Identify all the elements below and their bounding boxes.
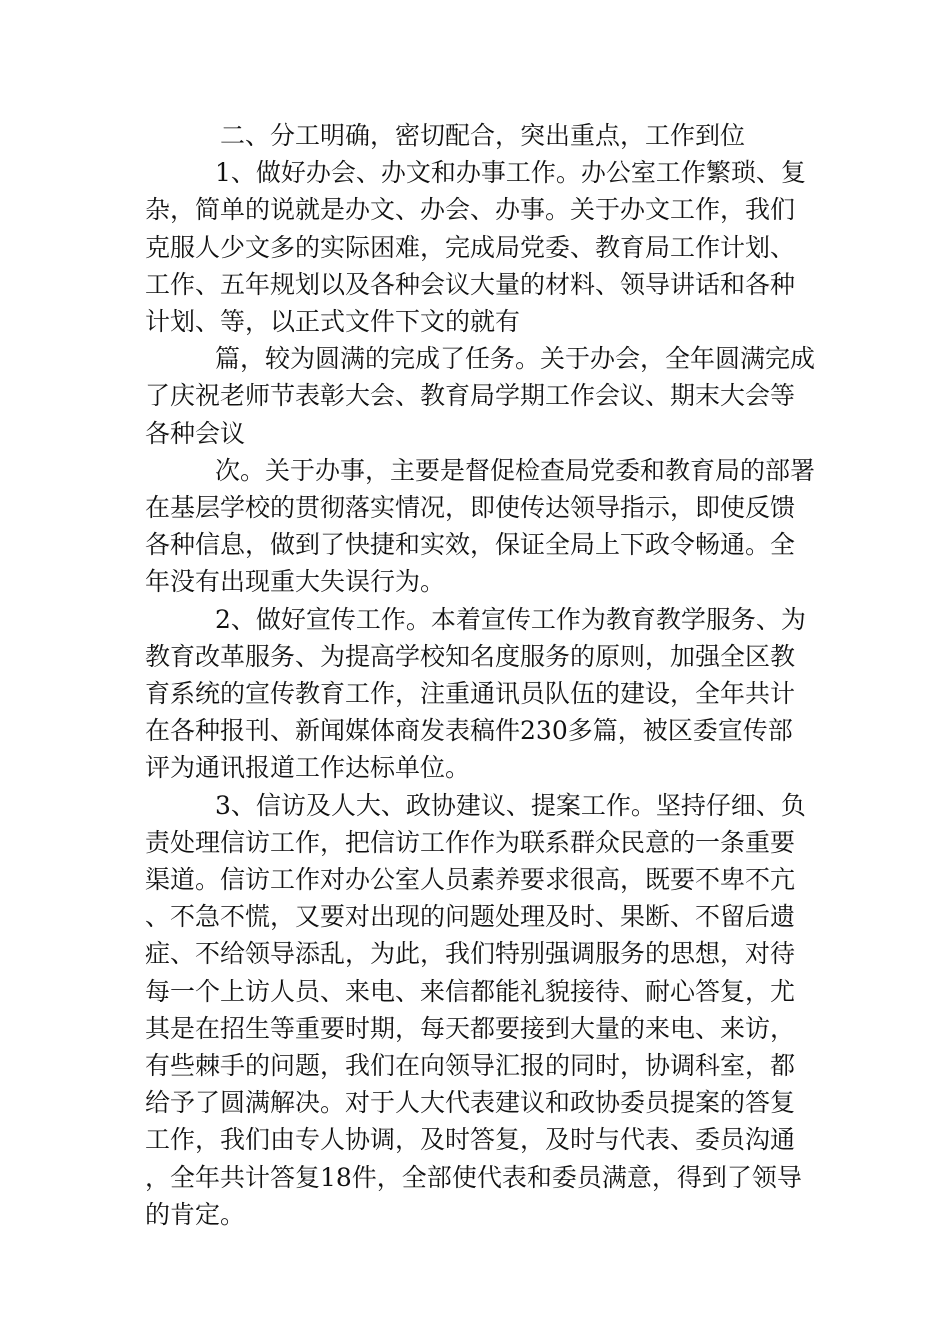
paragraph-petitions: 3、信访及人大、政协建议、提案工作。坚持仔细、负责处理信访工作，把信访工作作为联系群众民意的一条重要渠道。信访工作对办公室人员素养要求很高，既要不卑不亢、不急不慌，又要对出现的问题处理及时、果断、不留后遗症、不给领导添乱，为此，我们特别强调服务的思想，对待每一个上访人员、来电、来信都能礼貌接待、耐心答复，尤其是在招生等重要时期，每天都要接到大量的来电、来访，有些棘手的问题，我们在向领导汇报的同时，协调科室，都给予了圆满解决。对于人大代表建议和政协委员提案的答复工作，我们由专人协调，及时答复，及时与代表、委员沟通，全年共计答复18件，全部使代表和委员满意，得到了领导的肯定。 [145,790,806,1229]
section-heading: 二、分工明确，密切配合，突出重点，工作到位 [220,121,746,150]
paragraph-meetings-documents: 1、做好办会、办文和办事工作。办公室工作繁琐、复杂，简单的说就是办文、办会、办事。关于办文工作，我们克服人少文多的实际困难，完成局党委、教育局工作计划、工作、五年规划以及各种会议大量的材料、领导讲话和各种计划、等，以正式文件下文的就有 [145,158,806,337]
paragraph-publicity: 2、做好宣传工作。本着宣传工作为教育教学服务、为教育改革服务、为提高学校知名度服务的原则，加强全区教育系统的宣传教育工作，注重通讯员队伍的建设，全年共计在各种报刊、新闻媒体商发表稿件230多篇，被区委宣传部评为通讯报道工作达标单位。 [145,604,806,783]
document-body [145,117,815,1233]
paragraph-affairs: 次。关于办事，主要是督促检查局党委和教育局的部署在基层学校的贯彻落实情况，即使传达领导指示，即使反馈各种信息，做到了快捷和实效，保证全局上下政令畅通。全年没有出现重大失误行为。 [145,455,816,597]
paragraph-meetings-continued: 篇，较为圆满的完成了任务。关于办会，全年圆满完成了庆祝老师节表彰大会、教育局学期工作会议、期末大会等各种会议 [145,344,816,448]
